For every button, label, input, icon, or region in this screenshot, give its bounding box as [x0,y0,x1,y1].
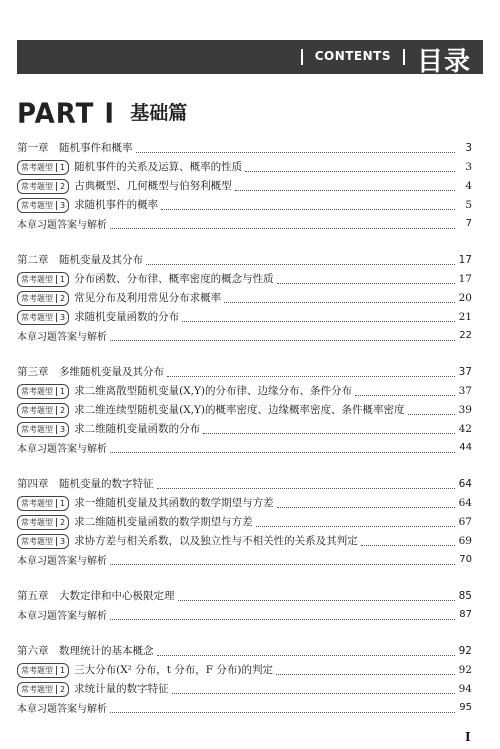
topic-badge [17,534,69,549]
topic-entry[interactable] [17,419,472,438]
topic-entry-title [17,290,221,306]
dot-leader [110,555,455,565]
topic-entry-page: 69 [458,534,472,547]
topic-badge [17,384,69,399]
topic-entry-page: 17 [458,272,472,285]
topic-badge-label: 常考题型 [21,293,53,303]
answer-entry[interactable] [17,605,472,624]
topic-badge [17,160,69,175]
topic-entry-title [17,197,158,213]
topic-badge-label: 常考题型 [21,517,53,527]
chapter-entry-text: 第二章 随机变量及其分布 [17,254,143,266]
contents-label: CONTENTS [314,49,391,63]
answer-entry[interactable] [17,214,472,233]
chapter-gap [17,457,472,474]
chapter-entry-page: 3 [465,141,472,154]
dot-leader [361,536,455,546]
dot-leader [277,274,455,284]
answer-entry-title [17,328,107,343]
chapter-gap [17,569,472,586]
dot-leader [172,684,455,694]
topic-entry[interactable] [17,660,472,679]
answer-entry-title [17,216,107,231]
dot-leader [408,405,455,415]
topic-badge-number: 2 [56,685,65,694]
topic-badge-label: 常考题型 [21,386,53,396]
topic-entry-page: 39 [458,403,472,416]
part-title: 基础篇 [130,102,188,124]
answer-entry-title [17,700,107,715]
topic-entry-title [17,178,232,194]
answer-entry-page: 7 [465,218,472,229]
answer-entry-title [17,607,107,622]
topic-badge [17,179,69,194]
answer-entry-page: 70 [459,554,472,565]
chapter-entry[interactable] [17,586,472,605]
topic-entry[interactable] [17,307,472,326]
dot-leader [256,517,455,527]
topic-badge-number: 2 [56,518,65,527]
table-of-contents [17,138,472,717]
topic-entry[interactable] [17,400,472,419]
topic-badge [17,272,69,287]
dot-leader [157,479,456,489]
dot-leader [245,162,455,172]
answer-entry[interactable] [17,438,472,457]
topic-entry-page: 92 [458,663,472,676]
chapter-entry-title [17,252,143,267]
topic-badge-label: 常考题型 [21,274,53,284]
chapter-entry-text: 第一章 随机事件和概率 [17,142,133,154]
contents-banner [17,40,483,77]
topic-entry-text: 求二维随机变量函数的分布 [74,422,201,435]
answer-entry-title [17,552,107,567]
dot-leader [167,367,455,377]
answer-entry-text: 本章习题答案与解析 [17,704,107,715]
topic-entry-text: 求随机变量函数的分布 [74,310,180,323]
dot-leader [224,293,455,303]
dot-leader [136,143,456,153]
chapter-entry-page: 85 [458,589,472,602]
topic-entry-text: 求统计量的数字特征 [74,682,169,695]
dot-leader [235,181,455,191]
dot-leader [110,219,455,229]
dot-leader [161,200,455,210]
answer-entry[interactable] [17,698,472,717]
topic-badge-label: 常考题型 [21,498,53,508]
topic-entry-title [17,533,358,549]
topic-entry-text: 求随机事件的概率 [74,198,159,211]
dot-leader [276,665,455,675]
chapter-entry[interactable] [17,362,472,381]
topic-badge-number: 3 [56,201,65,210]
answer-entry-page: 22 [459,330,472,341]
answer-entry-page: 87 [459,609,472,620]
topic-entry-page: 20 [458,291,472,304]
dot-leader [178,591,456,601]
topic-entry[interactable] [17,195,472,214]
answer-entry-text: 本章习题答案与解析 [17,556,107,567]
chapter-entry-title [17,643,154,658]
topic-entry-title [17,159,242,175]
answer-entry[interactable] [17,550,472,569]
topic-entry-page: 64 [458,496,472,509]
topic-entry-page: 4 [465,179,472,192]
topic-badge-label: 常考题型 [21,181,53,191]
topic-badge [17,198,69,213]
topic-badge-label: 常考题型 [21,200,53,210]
topic-badge-number: 3 [56,537,65,546]
chapter-entry-title [17,364,164,379]
topic-badge-number: 3 [56,313,65,322]
topic-entry-text: 求二维连续型随机变量(X,Y)的概率密度、边缘概率密度、条件概率密度 [74,403,405,416]
topic-entry-title [17,514,253,530]
topic-entry[interactable] [17,679,472,698]
dot-leader [110,443,455,453]
topic-badge-label: 常考题型 [21,684,53,694]
chapter-entry-text: 第四章 随机变量的数字特征 [17,478,154,490]
topic-entry[interactable] [17,512,472,531]
topic-entry-text: 求一维随机变量及其函数的数学期望与方差 [74,496,274,509]
page-number: Ⅰ [465,730,471,744]
topic-entry-page: 42 [458,422,472,435]
chapter-entry[interactable] [17,641,472,660]
answer-entry-page: 95 [459,702,472,713]
topic-badge [17,663,69,678]
topic-entry-title [17,681,169,697]
answer-entry-page: 44 [459,442,472,453]
topic-badge-number: 1 [56,499,65,508]
chapter-entry-page: 37 [458,365,472,378]
topic-entry[interactable] [17,176,472,195]
topic-entry[interactable] [17,493,472,512]
chapter-entry[interactable] [17,250,472,269]
topic-entry-title [17,309,179,325]
dot-leader [203,424,455,434]
topic-entry-title [17,495,274,511]
topic-entry[interactable] [17,157,472,176]
answer-entry-text: 本章习题答案与解析 [17,611,107,622]
topic-badge-number: 2 [56,294,65,303]
chapter-entry-title [17,476,154,491]
topic-badge-number: 1 [56,666,65,675]
dot-leader [182,312,455,322]
answer-entry[interactable] [17,326,472,345]
topic-badge-number: 2 [56,406,65,415]
topic-badge-label: 常考题型 [21,536,53,546]
banner-divider [403,49,405,65]
mulu-title: 目录 [416,47,471,77]
answer-entry-text: 本章习题答案与解析 [17,332,107,343]
topic-entry-text: 求二维随机变量函数的数学期望与方差 [74,515,253,528]
topic-entry-page: 3 [465,160,472,173]
topic-entry-title [17,402,405,418]
topic-badge-label: 常考题型 [21,665,53,675]
topic-entry-page: 21 [458,310,472,323]
topic-entry-text: 随机事件的关系及运算、概率的性质 [74,160,243,173]
chapter-gap [17,624,472,641]
topic-badge [17,403,69,418]
topic-entry-title [17,271,274,287]
chapter-gap [17,233,472,250]
topic-entry-text: 古典概型、几何概型与伯努利概型 [74,179,232,192]
topic-badge-number: 1 [56,387,65,396]
topic-entry-text: 三大分布(X² 分布，t 分布，F 分布)的判定 [74,663,273,676]
chapter-entry-title [17,140,133,155]
dot-leader [110,331,455,341]
dot-leader [355,386,455,396]
dot-leader [277,498,455,508]
topic-entry-text: 常见分布及利用常见分布求概率 [74,291,222,304]
topic-badge-label: 常考题型 [21,162,53,172]
topic-entry[interactable] [17,288,472,307]
chapter-entry-text: 第六章 数理统计的基本概念 [17,645,154,657]
answer-entry-text: 本章习题答案与解析 [17,220,107,231]
topic-entry-title [17,662,273,678]
part-label: PART Ⅰ [17,98,116,130]
part-heading [17,98,187,132]
topic-badge-label: 常考题型 [21,424,53,434]
chapter-entry[interactable] [17,474,472,493]
topic-entry-page: 37 [458,384,472,397]
topic-entry[interactable] [17,531,472,550]
chapter-entry-page: 92 [458,644,472,657]
answer-entry-text: 本章习题答案与解析 [17,444,107,455]
topic-entry-page: 94 [458,682,472,695]
topic-badge [17,515,69,530]
topic-entry-text: 分布函数、分布律、概率密度的概念与性质 [74,272,274,285]
topic-badge-label: 常考题型 [21,312,53,322]
topic-badge-number: 3 [56,425,65,434]
chapter-entry-page: 17 [458,253,472,266]
topic-entry-title [17,421,200,437]
chapter-entry-page: 64 [458,477,472,490]
topic-entry-title [17,383,352,399]
answer-entry-title [17,440,107,455]
topic-badge [17,496,69,511]
topic-badge [17,682,69,697]
dot-leader [157,646,456,656]
topic-entry[interactable] [17,381,472,400]
dot-leader [110,703,455,713]
chapter-entry-text: 第三章 多维随机变量及其分布 [17,366,164,378]
topic-entry[interactable] [17,269,472,288]
topic-badge-number: 2 [56,182,65,191]
topic-entry-page: 67 [458,515,472,528]
chapter-entry[interactable] [17,138,472,157]
topic-entry-text: 求协方差与相关系数，以及独立性与不相关性的关系及其判定 [74,534,358,547]
topic-badge [17,310,69,325]
banner-divider [301,49,303,65]
topic-badge-label: 常考题型 [21,405,53,415]
chapter-entry-title [17,588,175,603]
chapter-gap [17,345,472,362]
topic-badge [17,422,69,437]
dot-leader [110,610,455,620]
topic-entry-text: 求二维离散型随机变量(X,Y)的分布律、边缘分布、条件分布 [74,384,353,397]
topic-badge-number: 1 [56,163,65,172]
dot-leader [146,255,455,265]
chapter-entry-text: 第五章 大数定律和中心极限定理 [17,590,175,602]
topic-entry-page: 5 [465,198,472,211]
topic-badge-number: 1 [56,275,65,284]
topic-badge [17,291,69,306]
